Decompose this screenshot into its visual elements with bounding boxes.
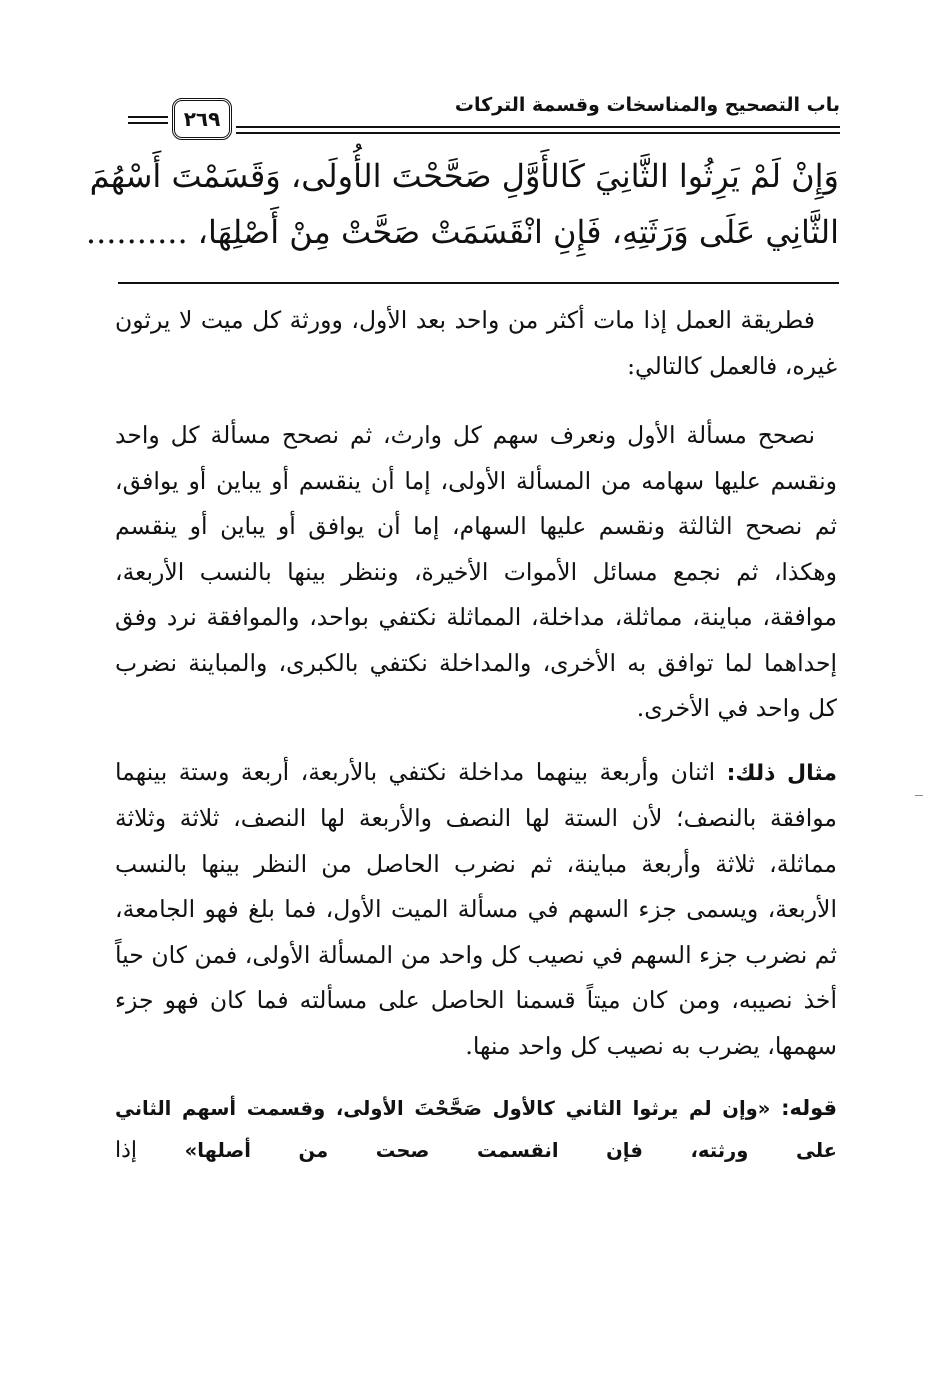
paragraph-method [115, 298, 837, 389]
paragraph-quote [115, 1087, 837, 1172]
verse-ellipsis: .......... [85, 213, 188, 251]
quote-text: «وإن لم يرثوا الثاني كالأول صَحَّحْتَ الأولى، وقسمت أسهم الثاني على ورثته، فإن انقسمت صحت من أصلها» [115, 1097, 837, 1162]
paragraph-method-text: فطريقة العمل إذا مات أكثر من واحد بعد الأول، وورثة كل ميت لا يرثون غيره، فالعمل كالتالي: [115, 306, 837, 380]
verse-divider [118, 282, 839, 284]
verse-line-2-text: الثَّانِي عَلَى وَرَثَتِهِ، فَإِنِ انْقَسَمَتْ صَحَّتْ مِنْ أَصْلِهَا، [197, 213, 839, 251]
page-header [128, 90, 840, 148]
header-rule-right [236, 126, 840, 134]
example-label: مثال ذلك: [726, 760, 837, 786]
chapter-title: باب التصحيح والمناسخات وقسمة التركات [454, 94, 840, 116]
verse-block [85, 150, 839, 262]
page-number: ٢٦٩ [172, 98, 232, 140]
paragraph-procedure [115, 413, 837, 732]
paragraph-example [115, 750, 837, 1070]
quote-continuation: إذا [115, 1138, 138, 1163]
margin-mark [915, 795, 923, 796]
verse-line-2 [85, 206, 839, 262]
header-rule-left [128, 116, 168, 124]
verse-line-1: وَإِنْ لَمْ يَرِثُوا الثَّانِيَ كَالأَوَّلِ صَحَّحْتَ الأُولَى، وَقَسَمْتَ أَسْهُمَ [89, 157, 839, 195]
quote-label: قوله: [781, 1096, 837, 1120]
commentary-body [115, 298, 837, 1172]
paragraph-example-text: اثنان وأربعة بينهما مداخلة نكتفي بالأربعة، أربعة وستة بينهما موافقة بالنصف؛ لأن الستة لها النصف والأربعة لها النصف، ثلاثة وثلاثة مماثلة، ثلاثة وأربعة مباينة، ثم نضرب الحاصل من النظر بينها بالنسب الأربعة، ويسمى جزء السهم في مسألة الميت الأول، فما بلغ فهو الجامعة، ثم نضرب جزء السهم في نصيب كل واحد من المسألة الأولى، فمن كان حياً أخذ نصيبه، ومن كان ميتاً قسمنا الحاصل على مسألته فما كان فهو جزء سهمها، يضرب به نصيب كل واحد منها. [115, 757, 837, 1060]
paragraph-procedure-text: نصحح مسألة الأول ونعرف سهم كل وارث، ثم نصحح مسألة كل واحد ونقسم عليها سهامه من المسألة الأولى، إما أن ينقسم أو يباين أو يوافق، ثم نصحح الثالثة ونقسم عليها السهام، إما أن يوافق أو يباين أو ينقسم وهكذا، ثم نجمع مسائل الأموات الأخيرة، وننظر بينها بالنسب الأربعة، موافقة، مباينة، مماثلة، مداخلة، المماثلة نكتفي بواحد، والموافقة نرد وفق إحداهما لما توافق به الأخرى، والمداخلة نكتفي بالكبرى، والمباينة نضرب كل واحد في الأخرى. [115, 421, 837, 722]
